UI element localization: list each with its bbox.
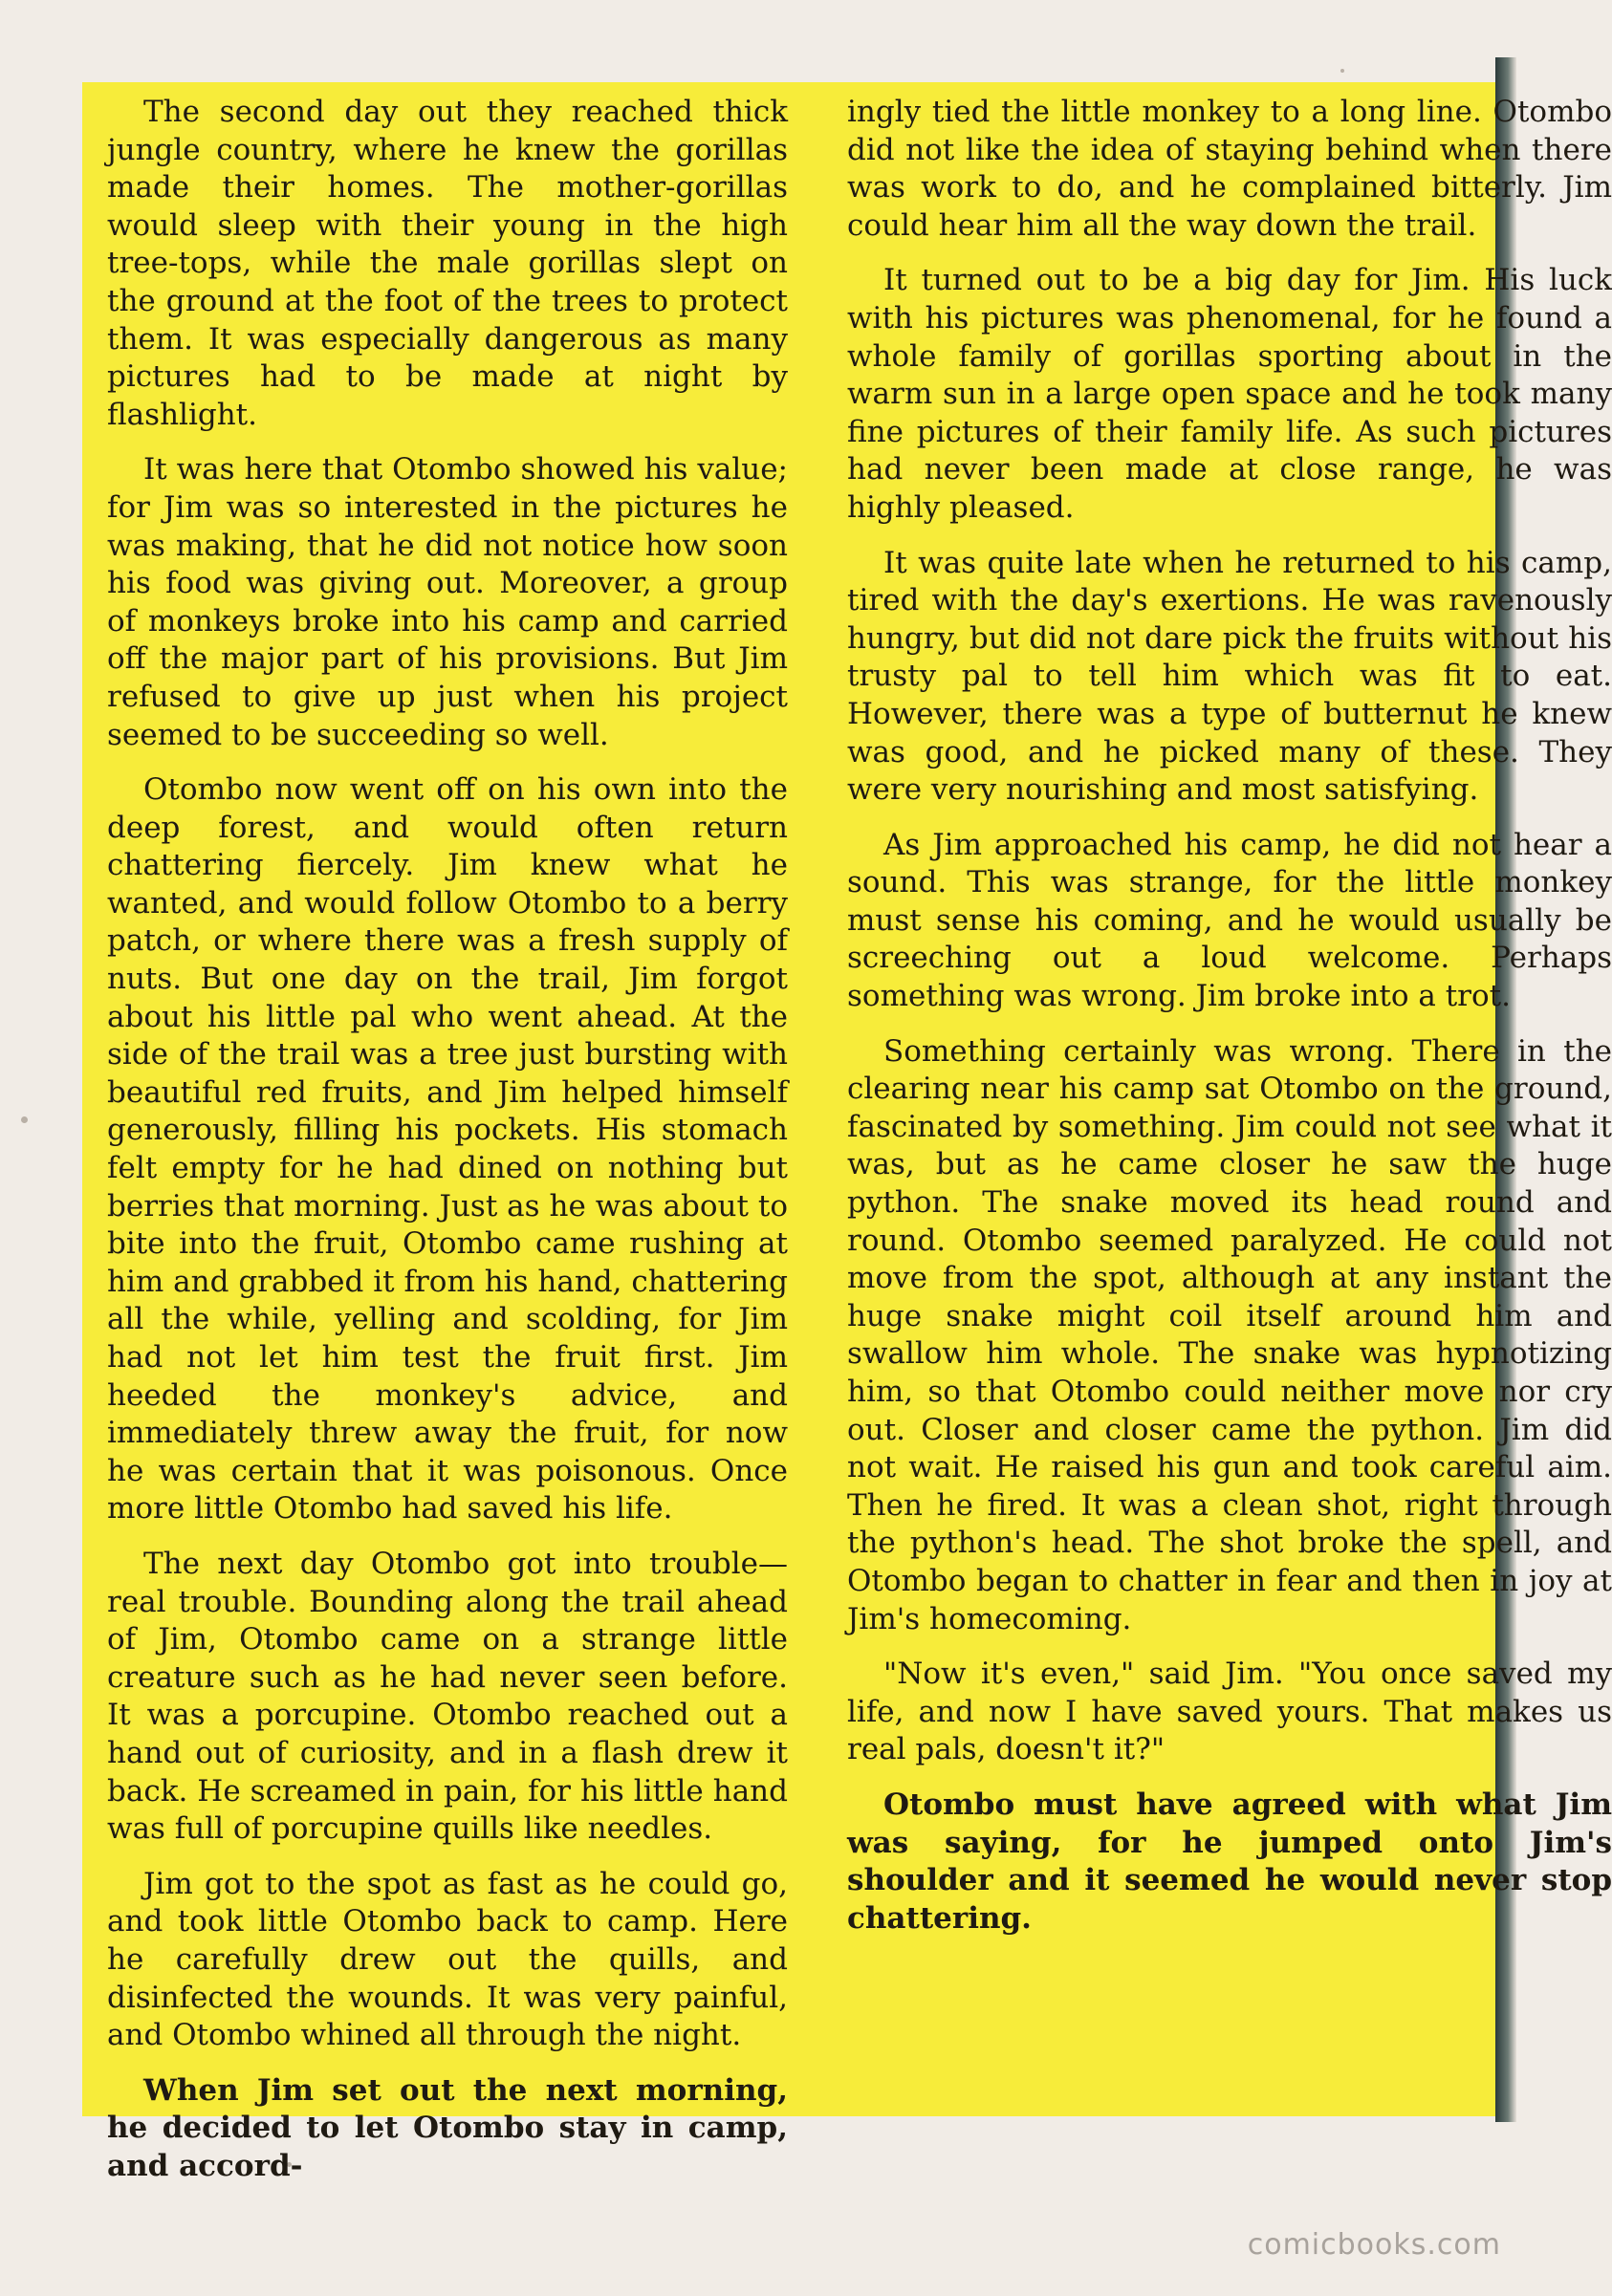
paragraph-big-day: It turned out to be a big day for Jim. His luck with his pictures was phenomenal, for he found a whole family of gorillas sporting about in the warm sun in a large open space and he took many fine pictures of their family life. As such pictures had never been made at close range, he was highly pleased. xyxy=(847,263,1612,525)
paragraph-otombo-value: It was here that Otombo showed his value; for Jim was so interested in the pictures he was making, that he did not notice how soon his food was giving out. Moreover, a group of monkeys broke into his camp and carried off the major part of his provisions. But Jim refused to give up just when his project seemed to be succeeding so well. xyxy=(107,452,788,752)
left-column xyxy=(107,94,788,2185)
paper-speck xyxy=(21,1116,28,1123)
paragraph-butternut: It was quite late when he returned to his camp, tired with the day's exertions. He was ravenously hungry, but did not dare pick the fruits without his trusty pal to tell him which was fit to eat. However, there was a type of butternut he knew was good, and he picked many of these. They were very nourishing and most satisfying. xyxy=(847,545,1612,808)
watermark: comicbooks.com xyxy=(1247,2228,1501,2262)
paper-speck xyxy=(1340,69,1344,73)
paragraph-even: "Now it's even," said Jim. "You once saved my life, and now I have saved yours. That makes us real pals, doesn't it?" xyxy=(847,1657,1612,1767)
paragraph-quills: Jim got to the spot as fast as he could go, and took little Otombo back to camp. Here he carefully drew out the quills, and disinfected the wounds. It was very painful, and Otombo whined all through the night. xyxy=(107,1866,788,2053)
paragraph-jungle: The second day out they reached thick jungle country, where he knew the gorillas made their homes. The mother-gorillas would sleep with their young in the high tree-tops, while the male gorillas slept on the ground at the foot of the trees to protect them. It was especially dangerous as many pictures had to be made at night by flashlight. xyxy=(107,95,788,432)
paragraph-ending: Otombo must have agreed with what Jim was saying, for he jumped onto Jim's shoulder and it seemed he would never stop chattering. xyxy=(847,1787,1612,1936)
paragraph-python: Something certainly was wrong. There in the clearing near his camp sat Otombo on the ground, fascinated by something. Jim could not see what it was, but as he came closer he saw the huge python. The snake moved its head round and round. Otombo seemed paralyzed. He could not move from the spot, although at any instant the huge snake might coil itself around him and swallow him whole. The snake was hypnotizing him, so that Otombo could neither move nor cry out. Closer and closer came the python. Jim did not wait. He raised his gun and took careful aim. Then he fired. It was a clean shot, right through the python's head. The shot broke the spell, and Otombo began to chatter in fear and then in joy at Jim's homecoming. xyxy=(847,1033,1612,1636)
paragraph-porcupine: The next day Otombo got into trouble—real trouble. Bounding along the trail ahead of Jim, Otombo came on a strange little creature such as he had never seen before. It was a porcupine. Otombo reached out a hand out of curiosity, and in a flash drew it back. He screamed in pain, for his little hand was full of porcupine quills like needles. xyxy=(107,1546,788,1847)
right-column xyxy=(847,94,1612,1938)
paragraph-poison-fruit: Otombo now went off on his own into the deep forest, and would often return chattering fiercely. Jim knew what he wanted, and would follow Otombo to a berry patch, or where there was a fresh supply of nuts. But one day on the trail, Jim forgot about his little pal who went ahead. At the side of the trail was a tree just bursting with beautiful red fruits, and Jim helped himself generously, filling his pockets. His stomach felt empty for he had dined on nothing but berries that morning. Just as he was about to bite into the fruit, Otombo came rushing at him and grabbed it from his hand, chattering all the while, yelling and scolding, for Jim had not let him test the fruit first. Jim heeded the monkey's advice, and immediately threw away the fruit, for now he was certain that it was poisonous. Once more little Otombo had saved his life. xyxy=(107,772,788,1527)
paragraph-continuation: ingly tied the little monkey to a long line. Otombo did not like the idea of staying behind when there was work to do, and he complained bitterly. Jim could hear him all the way down the trail. xyxy=(847,95,1612,243)
text-panel xyxy=(82,82,1612,2183)
paragraph-silence: As Jim approached his camp, he did not hear a sound. This was strange, for the little monkey must sense his coming, and he would usually be screeching out a loud welcome. Perhaps something was wrong. Jim broke into a trot. xyxy=(847,827,1612,1014)
paragraph-next-morning: When Jim set out the next morning, he decided to let Otombo stay in camp, and accord- xyxy=(107,2072,788,2183)
